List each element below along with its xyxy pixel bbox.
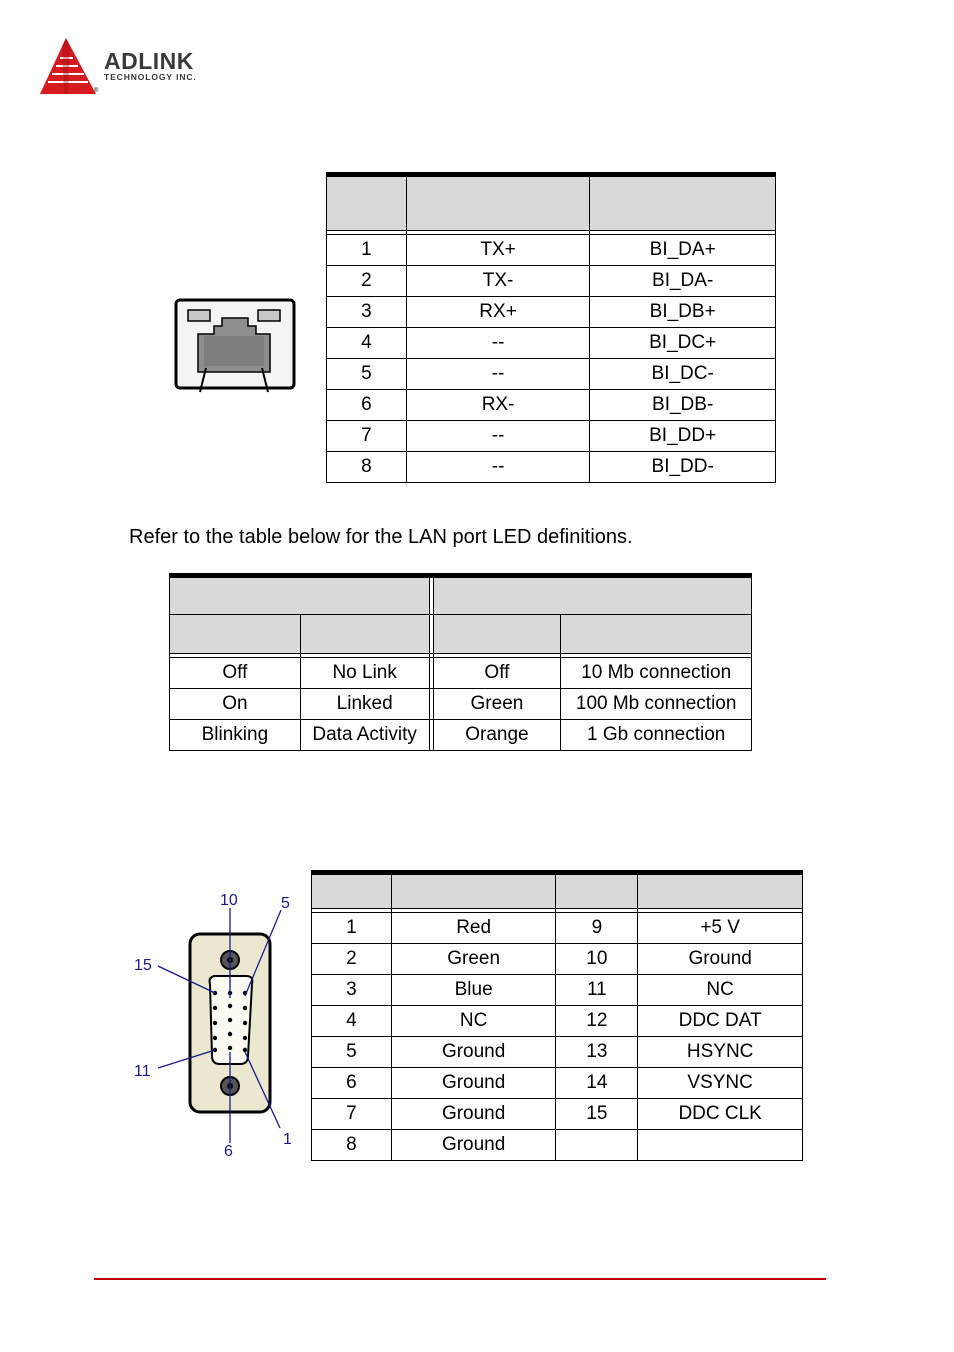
led-right-icon — [258, 310, 280, 321]
table-cell-pin: 6 — [327, 390, 407, 421]
table-cell-s1: Off — [170, 658, 301, 689]
table-cell-pin: 3 — [327, 297, 407, 328]
table-cell-giga: BI_DA+ — [590, 235, 776, 266]
table-cell-fast: -- — [406, 359, 590, 390]
table-cell-s1: NC — [391, 1006, 556, 1037]
table-cell-pin: 7 — [327, 421, 407, 452]
table-header-row — [170, 576, 752, 615]
table-cell-p2: 15 — [556, 1099, 638, 1130]
lan-pin-table — [326, 172, 776, 483]
table-cell-pin: 2 — [327, 266, 407, 297]
table-cell-fast: -- — [406, 328, 590, 359]
table-row — [170, 658, 752, 689]
table-row — [312, 1037, 803, 1068]
rj45-connector-diagram — [170, 296, 300, 396]
vga-label-1: 1 — [283, 1131, 292, 1148]
vga-pin-table — [311, 870, 803, 1161]
table-cell-s2: DDC DAT — [638, 1006, 803, 1037]
table-cell-d1: No Link — [300, 658, 429, 689]
table-row — [170, 720, 752, 751]
table-row — [327, 452, 776, 483]
table-cell-s2: HSYNC — [638, 1037, 803, 1068]
table-cell-s1: Blinking — [170, 720, 301, 751]
table-cell-s2: DDC CLK — [638, 1099, 803, 1130]
table-cell-p2: 11 — [556, 975, 638, 1006]
table-cell-giga: BI_DD- — [590, 452, 776, 483]
vga-label-10: 10 — [220, 892, 238, 909]
adlink-triangle-icon — [38, 36, 102, 100]
led-left-icon — [188, 310, 210, 321]
table-row — [312, 1130, 803, 1161]
table-row — [327, 359, 776, 390]
table-cell-p1: 6 — [312, 1068, 392, 1099]
table-header-row — [312, 873, 803, 909]
table-cell-p1: 7 — [312, 1099, 392, 1130]
vga-label-5: 5 — [281, 895, 290, 912]
vga-label-6: 6 — [224, 1143, 233, 1160]
table-cell-pin: 8 — [327, 452, 407, 483]
table-cell-s1: Ground — [391, 1037, 556, 1068]
table-cell-s2: +5 V — [638, 913, 803, 944]
table-cell-p1: 8 — [312, 1130, 392, 1161]
vga-label-11: 11 — [134, 1063, 151, 1080]
table-cell-d1: Data Activity — [300, 720, 429, 751]
table-row — [327, 297, 776, 328]
table-cell-fast: -- — [406, 421, 590, 452]
table-cell-s1: Blue — [391, 975, 556, 1006]
table-cell-fast: RX+ — [406, 297, 590, 328]
brand-tagline: TECHNOLOGY INC. — [104, 72, 197, 82]
vga-label-15: 15 — [134, 957, 152, 974]
table-row — [312, 913, 803, 944]
table-cell-s2: Green — [433, 689, 561, 720]
table-cell-giga: BI_DA- — [590, 266, 776, 297]
table-cell-s2: NC — [638, 975, 803, 1006]
table-cell-d2: 1 Gb connection — [561, 720, 752, 751]
table-cell-p1: 3 — [312, 975, 392, 1006]
table-cell-p2 — [556, 1130, 638, 1161]
table-cell-s2: Off — [433, 658, 561, 689]
table-row — [327, 235, 776, 266]
table-cell-fast: TX+ — [406, 235, 590, 266]
table-cell-giga: BI_DB+ — [590, 297, 776, 328]
table-row — [312, 1068, 803, 1099]
table-cell-p1: 2 — [312, 944, 392, 975]
table-cell-giga: BI_DD+ — [590, 421, 776, 452]
table-cell-fast: -- — [406, 452, 590, 483]
table-row — [327, 328, 776, 359]
table-row — [312, 1099, 803, 1130]
brand-name: ADLINK — [104, 48, 194, 74]
table-cell-p2: 12 — [556, 1006, 638, 1037]
table-cell-s1: On — [170, 689, 301, 720]
table-cell-s1: Ground — [391, 1099, 556, 1130]
table-cell-s2 — [638, 1130, 803, 1161]
table-cell-giga: BI_DB- — [590, 390, 776, 421]
led-intro-text: Refer to the table below for the LAN port LED definitions. — [129, 526, 633, 548]
registered-mark: ® — [94, 88, 99, 94]
adlink-logo — [38, 36, 238, 100]
table-cell-fast: RX- — [406, 390, 590, 421]
table-cell-p1: 4 — [312, 1006, 392, 1037]
table-cell-fast: TX- — [406, 266, 590, 297]
table-cell-s1: Red — [391, 913, 556, 944]
table-subheader-row — [170, 615, 752, 654]
table-cell-s2: Orange — [433, 720, 561, 751]
table-cell-p1: 5 — [312, 1037, 392, 1068]
table-cell-p1: 1 — [312, 913, 392, 944]
table-cell-p2: 14 — [556, 1068, 638, 1099]
table-row — [312, 1006, 803, 1037]
table-row — [327, 266, 776, 297]
table-row — [170, 689, 752, 720]
table-cell-pin: 4 — [327, 328, 407, 359]
table-cell-s2: VSYNC — [638, 1068, 803, 1099]
table-cell-p2: 9 — [556, 913, 638, 944]
table-cell-s1: Green — [391, 944, 556, 975]
table-cell-pin: 5 — [327, 359, 407, 390]
table-cell-giga: BI_DC+ — [590, 328, 776, 359]
table-cell-d1: Linked — [300, 689, 429, 720]
footer-divider — [94, 1278, 826, 1280]
table-cell-s1: Ground — [391, 1130, 556, 1161]
table-row — [327, 390, 776, 421]
table-row — [312, 975, 803, 1006]
table-cell-pin: 1 — [327, 235, 407, 266]
table-cell-giga: BI_DC- — [590, 359, 776, 390]
table-cell-s1: Ground — [391, 1068, 556, 1099]
table-cell-p2: 13 — [556, 1037, 638, 1068]
table-cell-d2: 10 Mb connection — [561, 658, 752, 689]
table-row — [327, 421, 776, 452]
table-header-row — [327, 175, 776, 231]
led-table — [169, 573, 752, 751]
table-cell-d2: 100 Mb connection — [561, 689, 752, 720]
vga-connector-diagram — [128, 888, 303, 1163]
table-cell-s2: Ground — [638, 944, 803, 975]
table-cell-p2: 10 — [556, 944, 638, 975]
table-row — [312, 944, 803, 975]
